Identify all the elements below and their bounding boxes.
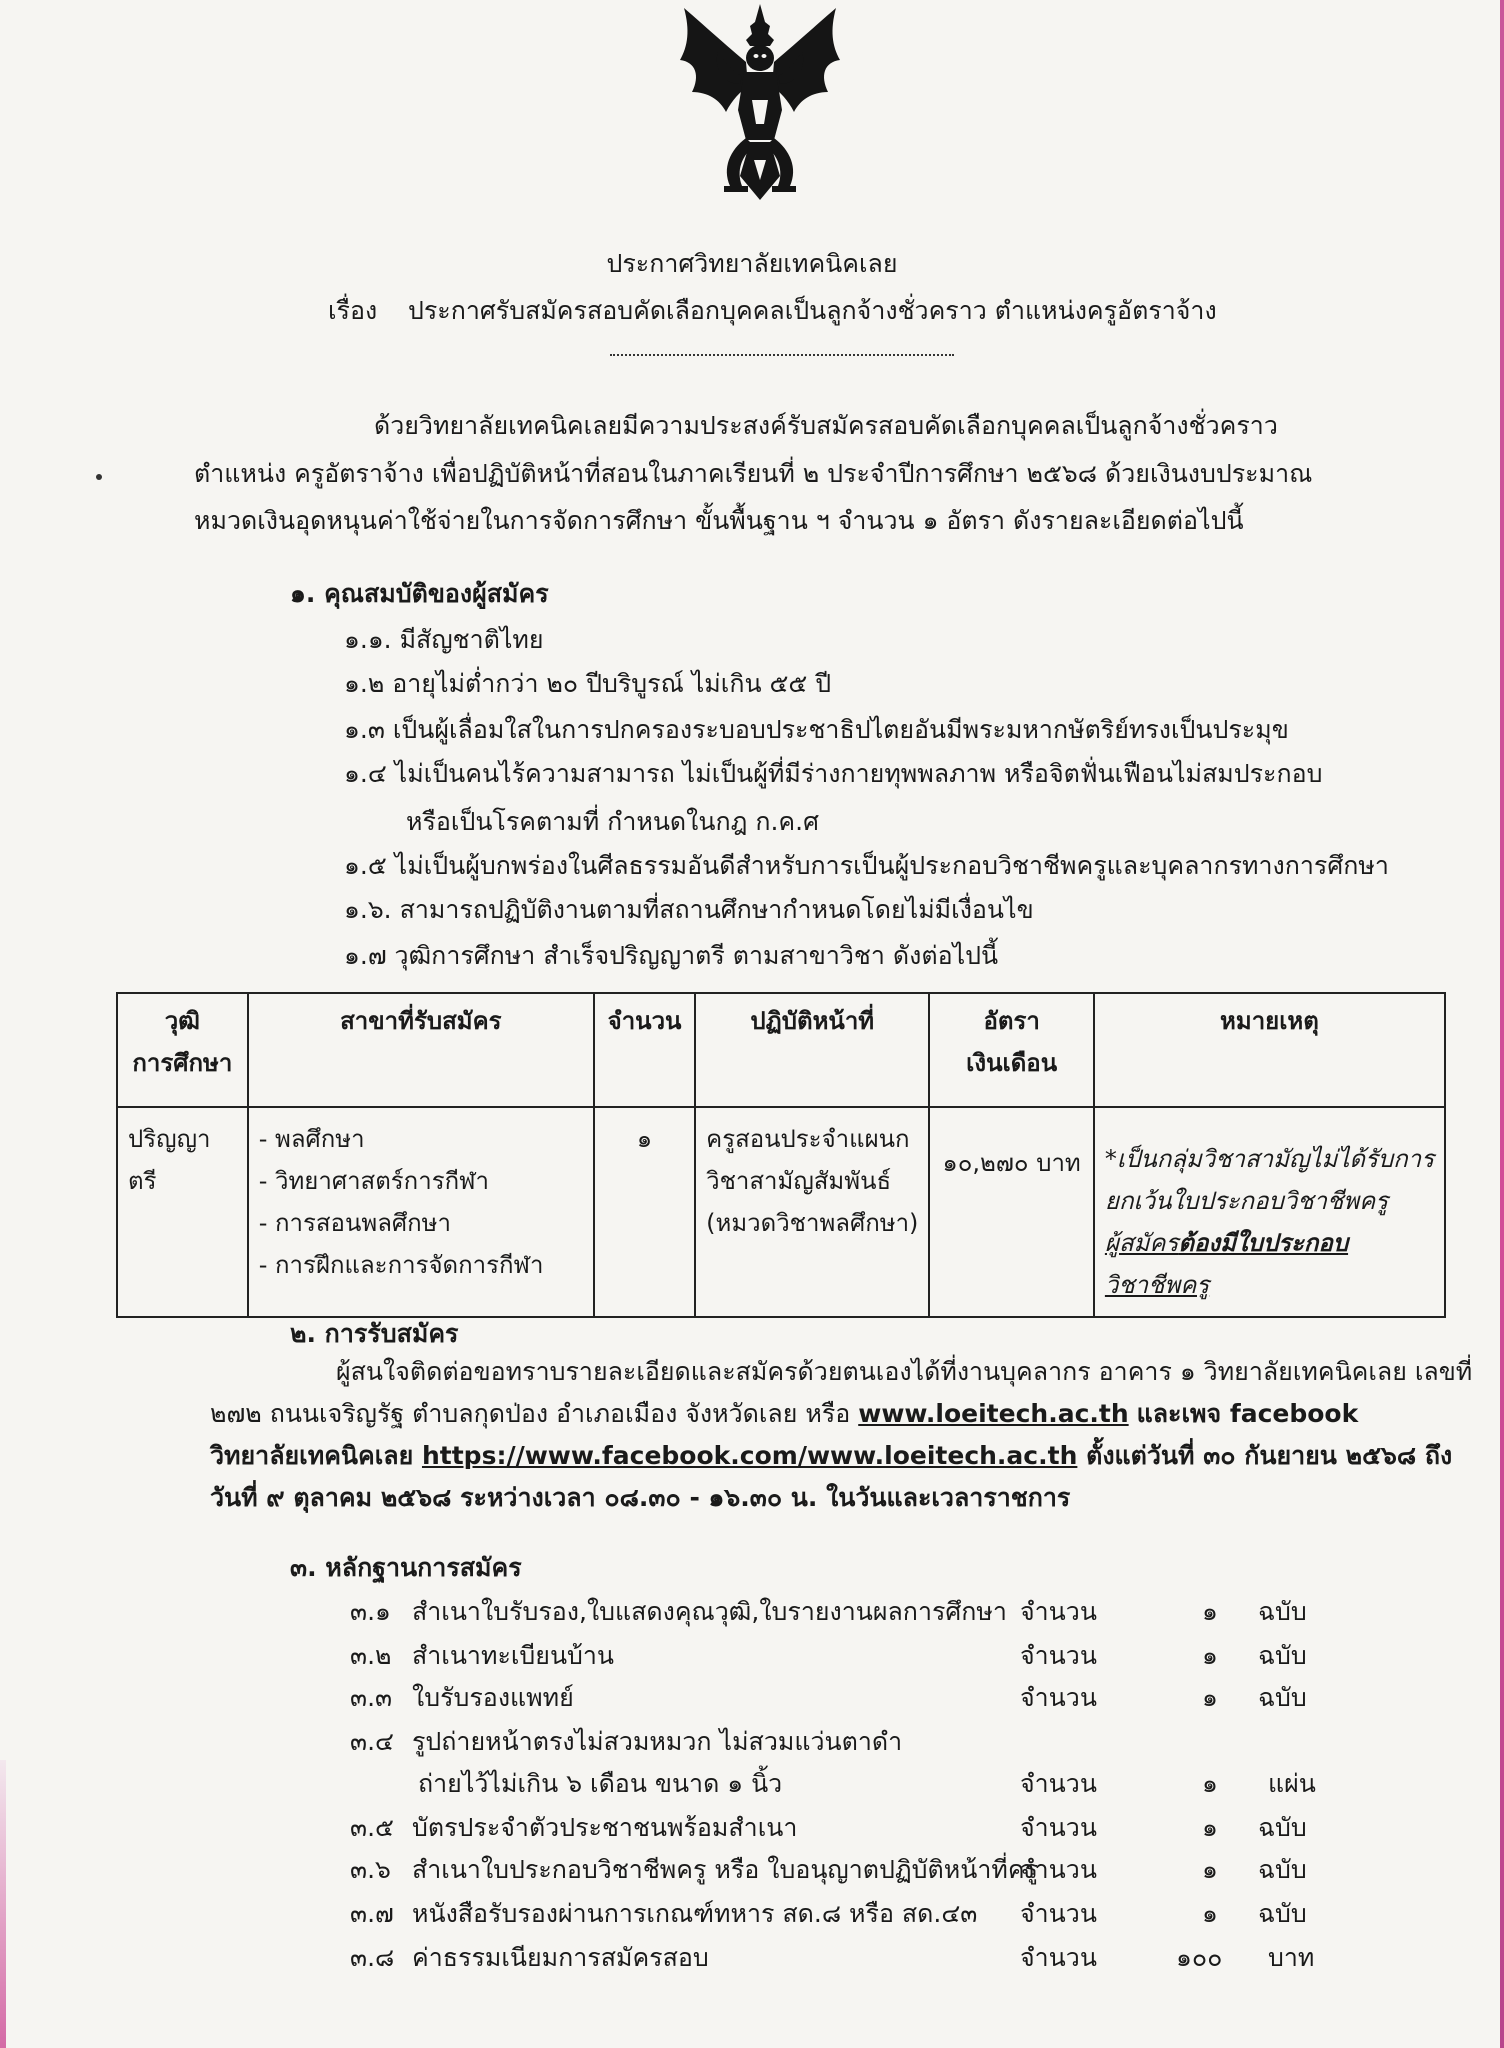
document-subject: ประกาศรับสมัครสอบคัดเลือกบุคคลเป็นลูกจ้างชั่วคราว ตำแหน่งครูอัตราจ้าง [408, 296, 1217, 325]
title-divider [610, 354, 954, 356]
document-page: ประกาศวิทยาลัยเทคนิคเลย เรื่อง ประกาศรับสมัครสอบคัดเลือกบุคคลเป็นลูกจ้างชั่วคราว ตำแหน่งครูอัตราจ้าง ด้วยวิทยาลัยเทคนิคเลยมีความประสงค์รับสมัครสอบคัดเลือกบุคคลเป็นลูกจ้างชั่วคราว ตำแหน่ง ครูอัตราจ้าง เพื่อปฏิบัติหน้าที่สอนในภาคเรียนที่ ๒ ประจำปีการศึกษา ๒๕๖๘ ด้วยเงินงบประมาณ หมวดเงินอุดหนุนค่าใช้จ่ายในการจัดการศึกษา ขั้นพื้นฐาน ฯ จำนวน ๑ อัตรา ดังรายละเอียดต่อไปนี้ ๑. คุณสมบัติของผู้สมัคร ๑.๑. มีสัญชาติไทย ๑.๒ อายุไม่ต่ำกว่า ๒๐ ปีบริบูรณ์ ไม่เกิน ๕๕ ปี ๑.๓ เป็นผู้เลื่อมใสในการปกครองระบอบประชาธิปไตยอันมีพระมหากษัตริย์ทรงเป็นประมุข ๑.๔ ไม่เป็นคนไร้ความสามารถ ไม่เป็นผู้ที่มีร่างกายทุพพลภาพ หรือจิตฟั่นเฟือนไม่สมประกอบ หรือเป็นโรคตามที่ กำหนดในกฎ ก.ค.ศ ๑.๕ ไม่เป็นผู้บกพร่องในศีลธรรมอันดีสำหรับการเป็นผู้ประกอบวิชาชีพครูและบุคลากรทางการศึกษา ๑.๖. สามารถปฏิบัติงานตามที่สถานศึกษากำหนดโดยไม่มีเงื่อนไข ๑.๗ วุฒิการศึกษา สำเร็จปริญญาตรี ตามสาขาวิชา ดังต่อไปนี้ วุฒิ การศึกษา สาขาที่รับสมัคร จำนวน ปฏิบัติหน้าที่ อัตรา เงินเดือน หมายเหตุ ปริญญาตรี - พลศึกษา - วิทยาศาสตร์การกีฬา - การสอนพลศึกษา - การฝึกและการจัดการกีฬา ๑ ครูสอนประจำแผนก วิชาสามัญสัมพันธ์ (หมวดวิชาพลศึกษา) ๑๐,๒๗๐ บาท *เป็นกลุ่มวิชาสามัญไม่ได้รับการ ยกเว้นใบประกอบวิชาชีพครู ผู้สมัครต้องมีใบประกอบ วิชาชีพครู ๒. การรับสมัคร ผู้สนใจติดต่อขอทราบรายละเอียดและสมัครด้วยตนเองได้ที่งานบุคลากร อาคาร ๑ วิทยาลัยเทคนิคเลย เลขที่ ๒๗๒ ถนนเจริญรัฐ ตำบลกุดป่อง อำเภอเมือง จังหวัดเลย หรือ www.loeitech.ac.th และเพจ facebook วิทยาลัยเทคนิคเลย https://www.facebook.com/www.loeitech.ac.th ตั้งแต่วันที่ ๓๐ กันยายน ๒๕๖๘ ถึง วันที่ ๙ ตุลาคม ๒๕๖๘ ระหว่างเวลา ๐๘.๓๐ - ๑๖.๓๐ น. ในวันและเวลาราชการ ๓. หลักฐานการสมัคร ๓.๑ สำเนาใบรับรอง,ใบแสดงคุณวุฒิ,ใบรายงานผลการศึกษา จำนวน ๑ ฉบับ ๓.๒ สำเนาทะเบียนบ้าน จำนวน ๑ ฉบับ ๓.๓ ใบรับรองแพทย์ จำนวน ๑ ฉบับ ๓.๔ รูปถ่ายหน้าตรงไม่สวมหมวก ไม่สวมแว่นตาดำ ถ่ายไว้ไม่เกิน ๖ เดือน ขนาด ๑ นิ้ว จำนวน ๑ แผ่น ๓.๕ บัตรประจำตัวประชาชนพร้อมสำเนา จำนวน ๑ ฉบับ ๓.๖ สำเนาใบประกอบวิชาชีพครู หรือ ใบอนุญาตปฏิบัติหน้าที่ครู จำนวน ๑ ฉบับ ๓.๗ หนังสือรับรองผ่านการเกณฑ์ทหาร สด.๘ หรือ สด.๔๓ จำนวน ๑ ฉบับ ๓.๘ ค่าธรรมเนียมการสมัครสอบ จำนวน ๑๐๐ บาท [0, 0, 1504, 2048]
qualification-item: ๑.๔ ไม่เป็นคนไร้ความสามารถ ไม่เป็นผู้ที่มีร่างกายทุพพลภาพ หรือจิตฟั่นเฟือนไม่สมประกอบ [344, 759, 1323, 788]
document-title: ประกาศวิทยาลัยเทคนิคเลย [606, 249, 898, 278]
cell-degree: ปริญญาตรี [117, 1107, 248, 1317]
major-item: - พลศึกษา [258, 1125, 365, 1153]
cell-majors [248, 1107, 594, 1317]
qualification-item: ๑.๕ ไม่เป็นผู้บกพร่องในศีลธรรมอันดีสำหรับการเป็นผู้ประกอบวิชาชีพครูและบุคลากรทางการศึกษา [344, 851, 1389, 880]
website-link[interactable]: www.loeitech.ac.th [858, 1399, 1129, 1428]
table-header-row [117, 993, 1445, 1107]
application-line-3: วิทยาลัยเทคนิคเลย https://www.facebook.com/www.loeitech.ac.th ตั้งแต่วันที่ ๓๐ กันยายน ๒๕๖๘ ถึง [210, 1441, 1453, 1470]
application-line-4: วันที่ ๙ ตุลาคม ๒๕๖๘ ระหว่างเวลา ๐๘.๓๐ - ๑๖.๓๐ น. ในวันและเวลาราชการ [210, 1483, 1071, 1512]
header-salary: อัตรา เงินเดือน [929, 993, 1093, 1107]
cell-duty: ครูสอนประจำแผนก วิชาสามัญสัมพันธ์ (หมวดวิชาพลศึกษา) [695, 1107, 929, 1317]
header-major: สาขาที่รับสมัคร [248, 993, 594, 1107]
paper-speck [96, 474, 102, 480]
intro-line-3: หมวดเงินอุดหนุนค่าใช้จ่ายในการจัดการศึกษา ขั้นพื้นฐาน ฯ จำนวน ๑ อัตรา ดังรายละเอียดต่อไปนี้ [194, 506, 1244, 535]
header-remark: หมายเหตุ [1094, 993, 1445, 1107]
cell-salary: ๑๐,๒๗๐ บาท [929, 1107, 1093, 1317]
page-edge [1500, 0, 1504, 2048]
facebook-link[interactable]: https://www.facebook.com/www.loeitech.ac.th [421, 1441, 1078, 1470]
major-item: - การสอนพลศึกษา [258, 1209, 451, 1237]
intro-line-1: ด้วยวิทยาลัยเทคนิคเลยมีความประสงค์รับสมัครสอบคัดเลือกบุคคลเป็นลูกจ้างชั่วคราว [374, 411, 1278, 440]
garuda-emblem-icon [670, 0, 850, 210]
header-degree: วุฒิ การศึกษา [117, 993, 248, 1107]
application-line-2: ๒๗๒ ถนนเจริญรัฐ ตำบลกุดป่อง อำเภอเมือง จังหวัดเลย หรือ www.loeitech.ac.th และเพจ facebook [210, 1399, 1359, 1428]
table-row [117, 1107, 1445, 1317]
page-edge [0, 1760, 6, 2048]
application-line-1: ผู้สนใจติดต่อขอทราบรายละเอียดและสมัครด้วยตนเองได้ที่งานบุคลากร อาคาร ๑ วิทยาลัยเทคนิคเลย เลขที่ [336, 1357, 1473, 1386]
cell-remark: *เป็นกลุ่มวิชาสามัญไม่ได้รับการ ยกเว้นใบประกอบวิชาชีพครู ผู้สมัครต้องมีใบประกอบ วิชาชีพครู [1094, 1107, 1445, 1317]
cell-count: ๑ [594, 1107, 695, 1317]
major-item: - วิทยาศาสตร์การกีฬา [258, 1167, 489, 1195]
qualification-item: ๑.๒ อายุไม่ต่ำกว่า ๒๐ ปีบริบูรณ์ ไม่เกิน ๕๕ ปี [344, 669, 832, 698]
subject-label: เรื่อง [328, 296, 378, 325]
major-item: - การฝึกและการจัดการกีฬา [258, 1251, 544, 1279]
section-1-heading: ๑. คุณสมบัติของผู้สมัคร [290, 579, 549, 608]
intro-line-2: ตำแหน่ง ครูอัตราจ้าง เพื่อปฏิบัติหน้าที่สอนในภาคเรียนที่ ๒ ประจำปีการศึกษา ๒๕๖๘ ด้วยเงินงบประมาณ [194, 459, 1313, 488]
qualification-item: ๑.๑. มีสัญชาติไทย [344, 625, 544, 654]
section-3-heading: ๓. หลักฐานการสมัคร [290, 1553, 522, 1582]
qualification-item: ๑.๖. สามารถปฏิบัติงานตามที่สถานศึกษากำหนดโดยไม่มีเงื่อนไข [344, 895, 1034, 924]
qualification-table [116, 992, 1446, 1318]
section-2-heading: ๒. การรับสมัคร [290, 1319, 459, 1348]
qualification-item: หรือเป็นโรคตามที่ กำหนดในกฎ ก.ค.ศ [406, 807, 819, 836]
qualification-item: ๑.๗ วุฒิการศึกษา สำเร็จปริญญาตรี ตามสาขาวิชา ดังต่อไปนี้ [344, 941, 999, 970]
qualification-item: ๑.๓ เป็นผู้เลื่อมใสในการปกครองระบอบประชาธิปไตยอันมีพระมหากษัตริย์ทรงเป็นประมุข [344, 715, 1289, 744]
header-count: จำนวน [594, 993, 695, 1107]
header-duty: ปฏิบัติหน้าที่ [695, 993, 929, 1107]
